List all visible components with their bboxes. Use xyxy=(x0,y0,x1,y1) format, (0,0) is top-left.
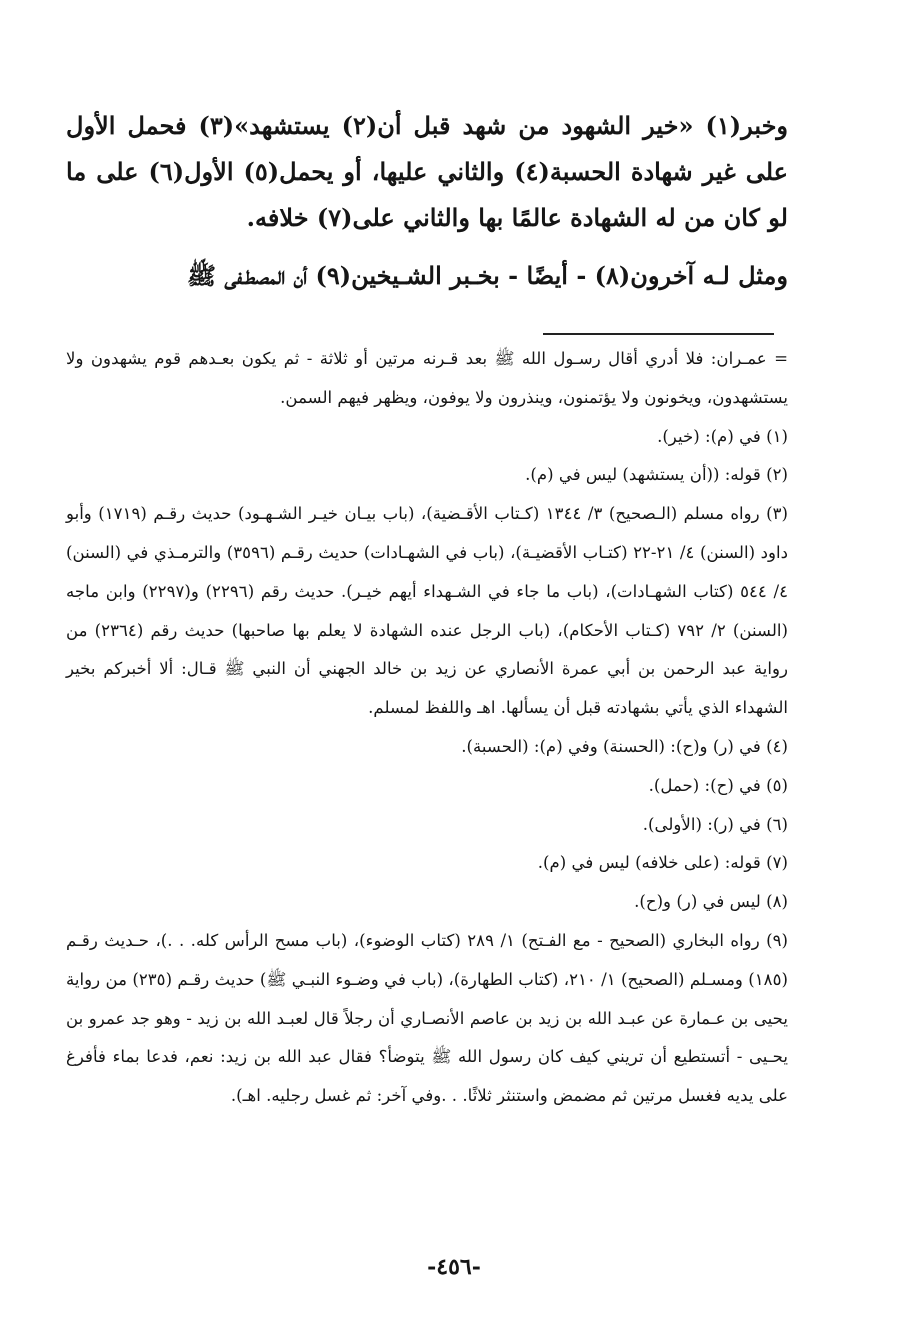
page-number: -٤٥٦- xyxy=(427,1254,481,1280)
main-paragraph: ومثل لـه آخرون(٨) - أيضًا - بخـبر الشـيخين(٩) أن المصطـفى ﷺ xyxy=(187,261,788,290)
footnote-9: (٩) رواه البخاري (الصحيح - مع الفـتح) ١/ ٢٨٩ (كتاب الوضوء)، (باب مسح الرأس كله. . .)، حـديث رقـم (١٨٥) ومسـلم (الصحيح) ١/ ٢١٠، (كتاب الطهارة)، (باب في وضـوء النبـي ﷺ) حديث رقـم (٢٣٥) من رواية يحيى بن عـمارة عن عبـد الله بن زيد بن عاصم الأنصـاري أن رجلاً قال لعبـد الله بن زيد - وهو جد عمرو بن يحـيى - أتستطيع أن تريني كيف كان رسول الله ﷺ يتوضأ؟ فقال عبد الله بن زيد: نعم، فدعا بماء فأفرغ على يديه فغسل مرتين ثم مضمض واستنثر ثلاثًا. . .وفي آخر: ثم غسل رجليه. اهـ). xyxy=(66,930,789,1106)
main-text xyxy=(66,103,788,299)
footnote-3: (٣) رواه مسلم (الـصحيح) ٣/ ١٣٤٤ (كـتاب الأقـضية)، (باب بيـان خيـر الشـهـود) حديث رقـم (١٧١٩) وأبو داود (السنن) ٤/ ٢١-٢٢ (كتـاب الأقضيـة)، (باب في الشهـادات) حديث رقـم (٣٥٩٦) والترمـذي في (السنن) ٤/ ٥٤٤ (كتاب الشهـادات)، (باب ما جاء في الشـهداء أيهم خيـر). حديث رقم (٢٢٩٦) و(٢٢٩٧) وابن ماجه (السنن) ٢/ ٧٩٢ (كـتاب الأحكام)، (باب الرجل عنده الشهادة لا يعلم بها صاحبها) حديث رقم (٢٣٦٤) من رواية عبد الرحمن بن أبي عمرة الأنصاري عن زيد بن خالد الجهني أن النبي ﷺ قـال: ألا أخبركم بخير الشهداء الذي يأتي بشهادته قبل أن يسألها. اهـ واللفظ لمسلم. xyxy=(66,504,788,718)
footnote-6: (٦) في (ر): (الأولى). xyxy=(642,814,788,834)
footnote-5: (٥) في (ح): (حمل). xyxy=(648,775,788,795)
footnote-1: (١) في (م): (خير). xyxy=(657,426,788,446)
footnote-7: (٧) قوله: (على خلافه) ليس في (م). xyxy=(537,853,788,873)
footnote-continuation: = عمـران: فلا أدري أقال رسـول الله ﷺ بعد قـرنه مرتين أو ثلاثة - ثم يكون بعـدهم قوم يشهدون ولا يستشهدون، ويخونون ولا يؤتمنون، وينذرون ولا يوفون، ويظهر فيهم السمن. xyxy=(66,349,788,407)
footnote-8: (٨) ليس في (ر) و(ح). xyxy=(634,892,788,912)
main-paragraph: وخبر(١) «خير الشهود من شهد قبل أن(٢) يستشهد»(٣) فحمل الأول على غير شهادة الحسبة(٤) والثاني عليها، أو يحمل(٥) الأول(٦) على ما لو كان من له الشهادة عالمًا بها والثاني على(٧) خلافه. xyxy=(66,111,789,232)
footnote-4: (٤) في (ر) و(ح): (الحسنة) وفي (م): (الحسبة). xyxy=(461,736,788,756)
footnote-separator xyxy=(543,333,774,335)
footnote-2: (٢) قوله: ((أن يستشهد) ليس في (م). xyxy=(525,465,788,485)
footnotes xyxy=(66,340,788,1116)
